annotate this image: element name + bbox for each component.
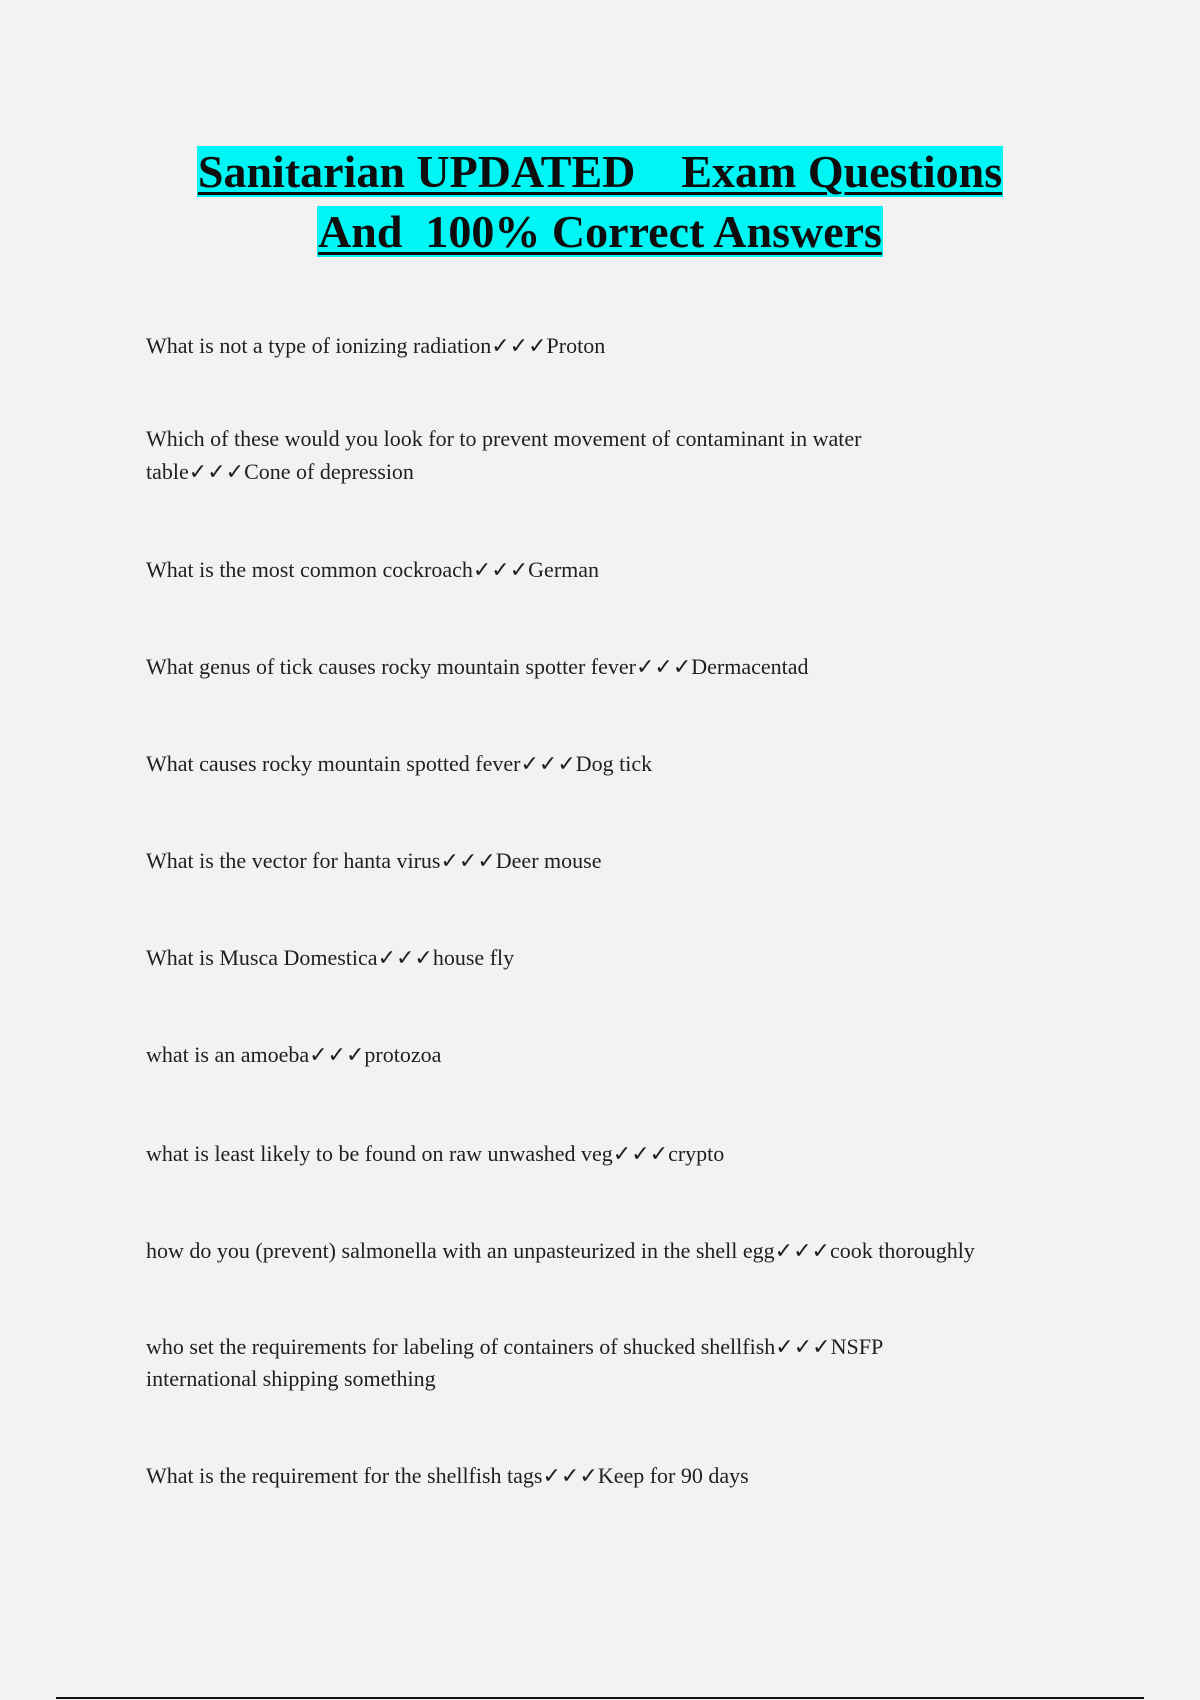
- answer-text: Dermacentad: [691, 654, 809, 679]
- qa-item: [146, 1459, 1076, 1493]
- question-text: What is Musca Domestica: [146, 945, 378, 970]
- checkmark-icon: ✓✓✓: [775, 1335, 831, 1360]
- answer-text: Dog tick: [575, 751, 653, 776]
- question-text: what is an amoeba: [146, 1042, 310, 1067]
- title-line-2: [0, 202, 1200, 262]
- question-text: What genus of tick causes rocky mountain spotter fever: [146, 654, 636, 679]
- checkmark-icon: ✓✓✓: [774, 1239, 830, 1264]
- checkmark-icon: ✓✓✓: [188, 460, 245, 485]
- qa-item: [146, 650, 1076, 684]
- qa-item: [146, 422, 946, 489]
- question-text: What is not a type of ionizing radiation: [146, 333, 492, 358]
- question-text: What is the most common cockroach: [146, 557, 473, 582]
- answer-text: cook thoroughly: [829, 1238, 975, 1263]
- qa-item: [146, 553, 1076, 587]
- question-text: how do you (prevent) salmonella with an unpasteurized in the shell egg: [146, 1238, 775, 1263]
- checkmark-icon: ✓✓✓: [520, 752, 576, 777]
- qa-item: [146, 1137, 1076, 1171]
- answer-text: German: [528, 557, 600, 582]
- qa-item: [146, 941, 1076, 975]
- checkmark-icon: ✓✓✓: [491, 334, 547, 359]
- answer-text: Proton: [546, 333, 606, 358]
- qa-item: [146, 1234, 1076, 1268]
- answer-text: house fly: [432, 945, 515, 970]
- checkmark-icon: ✓✓✓: [440, 849, 496, 874]
- title-line-1: [0, 142, 1200, 202]
- checkmark-icon: ✓✓✓: [542, 1464, 598, 1489]
- checkmark-icon: ✓✓✓: [612, 1142, 669, 1167]
- answer-text: Cone of depression: [244, 459, 414, 484]
- answer-text: protozoa: [364, 1042, 442, 1067]
- qa-item: [146, 1038, 1076, 1072]
- checkmark-icon: ✓✓✓: [472, 558, 529, 583]
- document-title: [0, 142, 1200, 262]
- answer-text: crypto: [668, 1141, 725, 1166]
- qa-item: [146, 747, 1076, 781]
- qa-item: [146, 1331, 976, 1394]
- qa-item: [146, 844, 1076, 878]
- answer-text: Keep for 90 days: [597, 1463, 749, 1488]
- qa-item: [146, 329, 1076, 363]
- title-text-2: And 100% Correct Answers: [318, 206, 882, 257]
- question-text: who set the requirements for labeling of containers of shucked shellfish: [146, 1334, 776, 1359]
- question-text: What causes rocky mountain spotted fever: [146, 751, 521, 776]
- question-text: Which of these would you look for to prevent movement of contaminant in water table: [146, 426, 862, 484]
- checkmark-icon: ✓✓✓: [377, 946, 433, 971]
- checkmark-icon: ✓✓✓: [635, 655, 692, 680]
- footer-divider: [56, 1697, 1144, 1699]
- checkmark-icon: ✓✓✓: [309, 1043, 365, 1068]
- title-text-1: Sanitarian UPDATED Exam Questions: [197, 146, 1003, 197]
- question-text: What is the vector for hanta virus: [146, 848, 441, 873]
- question-text: What is the requirement for the shellfish tags: [146, 1463, 543, 1488]
- answer-text: NSFP international shipping something: [146, 1334, 883, 1391]
- answer-text: Deer mouse: [495, 848, 602, 873]
- question-text: what is least likely to be found on raw unwashed veg: [146, 1141, 613, 1166]
